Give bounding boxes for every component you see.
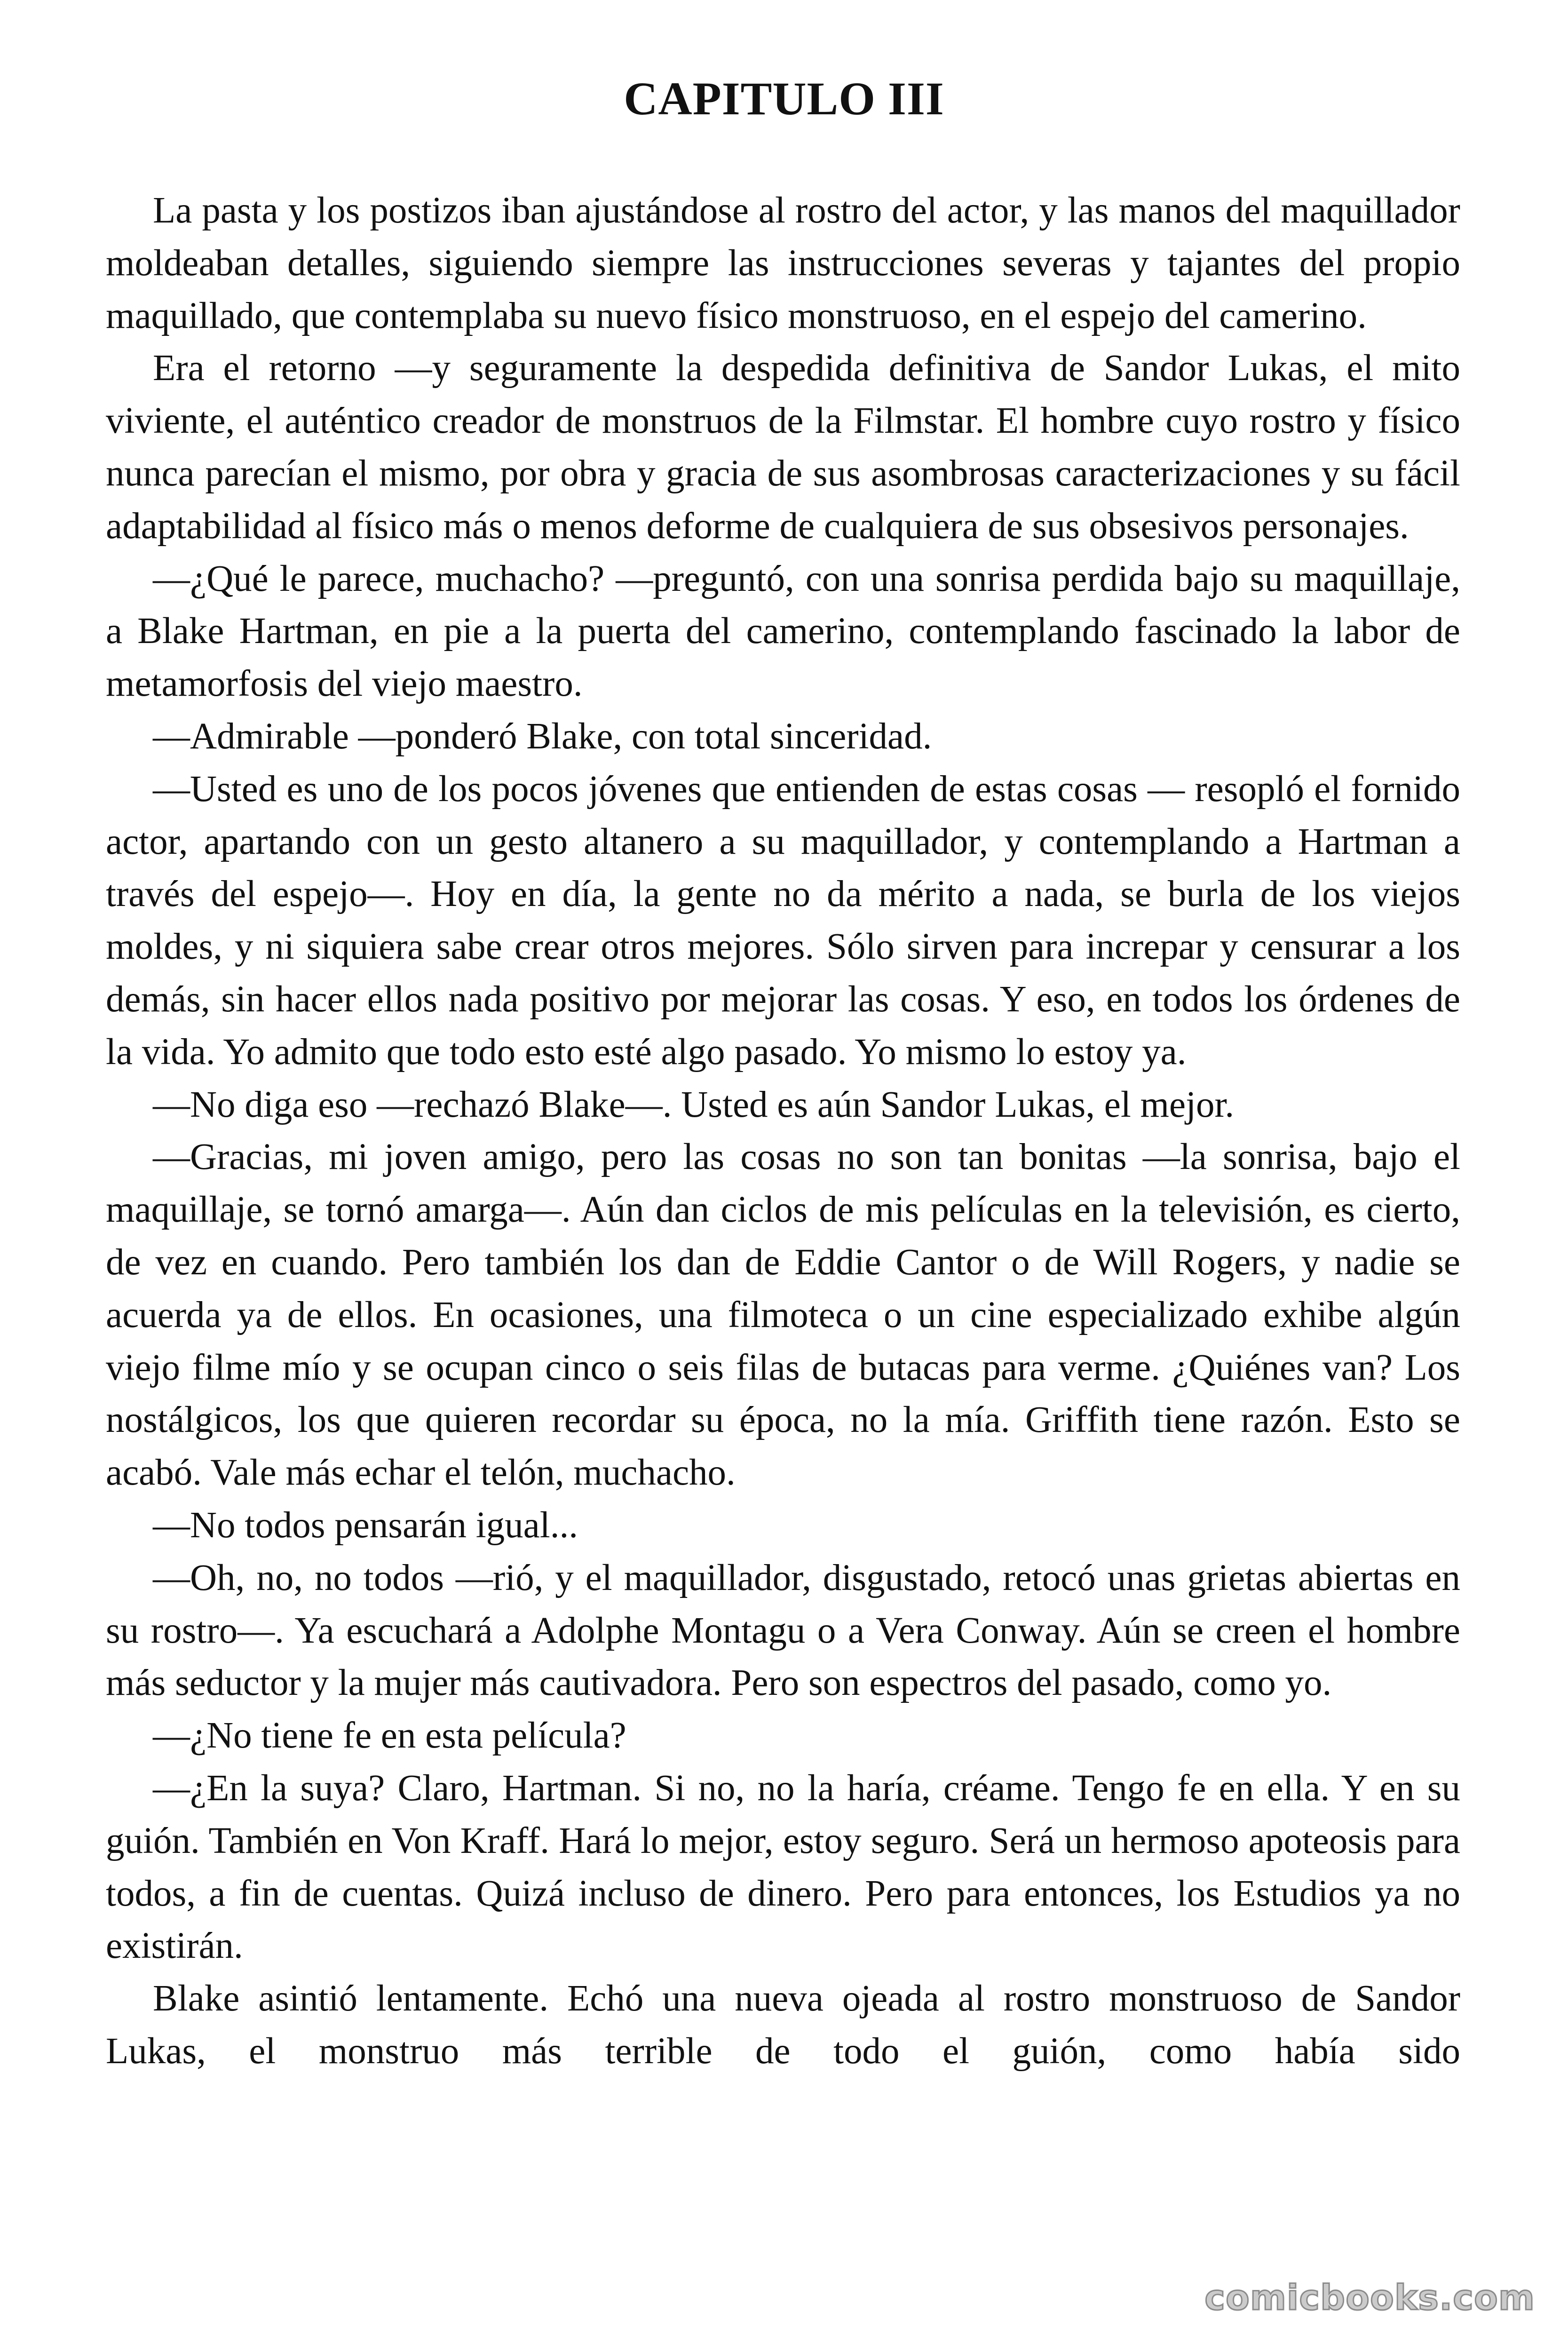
body-text bbox=[106, 184, 1460, 2078]
chapter-title: CAPITULO III bbox=[624, 72, 944, 125]
paragraph: La pasta y los postizos iban ajustándose al rostro del actor, y las manos del maquillador moldeaban detalles, siguiendo siempre las instrucciones severas y tajantes del propio maquillado, que contemplaba su nuevo físico monstruoso, en el espejo del camerino. bbox=[106, 190, 1460, 336]
paragraph: Era el retorno —y seguramente la despedida definitiva de Sandor Lukas, el mito viviente, el auténtico creador de monstruos de la Filmstar. El hombre cuyo rostro y físico nunca parecían el mismo, por obra y gracia de sus asombrosas caracterizaciones y su fácil adaptabilidad al físico más o menos deforme de cualquiera de sus obsesivos personajes. bbox=[106, 348, 1460, 547]
paragraph-last: Blake asintió lentamente. Echó una nueva ojeada al rostro monstruoso de Sandor Lukas, el monstruo más terrible de todo el guión, como había sido bbox=[106, 1978, 1460, 2072]
watermark: comicbooks.com bbox=[1204, 2278, 1535, 2318]
paragraph: —No todos pensarán igual... bbox=[153, 1504, 578, 1546]
paragraph: —Gracias, mi joven amigo, pero las cosas no son tan bonitas —la sonrisa, bajo el maquillaje, se tornó amarga—. Aún dan ciclos de mis películas en la televisión, es cierto, de vez en cuando. Pero también los dan de Eddie Cantor o de Will Rogers, y nadie se acuerda ya de ellos. En ocasiones, una filmoteca o un cine especializado exhibe algún viejo filme mío y se ocupan cinco o seis filas de butacas para verme. ¿Quiénes van? Los nostálgicos, los que quieren recordar su época, no la mía. Griffith tiene razón. Esto se acabó. Vale más echar el telón, muchacho. bbox=[106, 1136, 1460, 1494]
paragraph: —Usted es uno de los pocos jóvenes que entienden de estas cosas — resopló el fornido actor, apartando con un gesto altanero a su maquillador, y contemplando a Hartman a través del espejo—. Hoy en día, la gente no da mérito a nada, se burla de los viejos moldes, y ni siquiera sabe crear otros mejores. Sólo sirven para increpar y censurar a los demás, sin hacer ellos nada positivo por mejorar las cosas. Y eso, en todos los órdenes de la vida. Yo admito que todo esto esté algo pasado. Yo mismo lo estoy ya. bbox=[106, 768, 1460, 1073]
paragraph: —¿No tiene fe en esta película? bbox=[153, 1715, 626, 1756]
paragraph: —No diga eso —rechazó Blake—. Usted es aún Sandor Lukas, el mejor. bbox=[153, 1084, 1235, 1125]
paragraph: —Admirable —ponderó Blake, con total sinceridad. bbox=[153, 715, 932, 757]
paragraph: —¿Qué le parece, muchacho? —preguntó, con una sonrisa perdida bajo su maquillaje, a Blake Hartman, en pie a la puerta del camerino, contemplando fascinado la labor de metamorfosis del viejo maestro. bbox=[106, 558, 1460, 705]
paragraph: —¿En la suya? Claro, Hartman. Si no, no la haría, créame. Tengo fe en ella. Y en su guión. También en Von Kraff. Hará lo mejor, estoy seguro. Será un hermoso apoteosis para todos, a fin de cuentas. Quizá incluso de dinero. Pero para entonces, los Estudios ya no existirán. bbox=[106, 1767, 1460, 1967]
paragraph: —Oh, no, no todos —rió, y el maquillador, disgustado, retocó unas grietas abiertas en su rostro—. Ya escuchará a Adolphe Montagu o a Vera Conway. Aún se creen el hombre más seductor y la mujer más cautivadora. Pero son espectros del pasado, como yo. bbox=[106, 1557, 1460, 1704]
